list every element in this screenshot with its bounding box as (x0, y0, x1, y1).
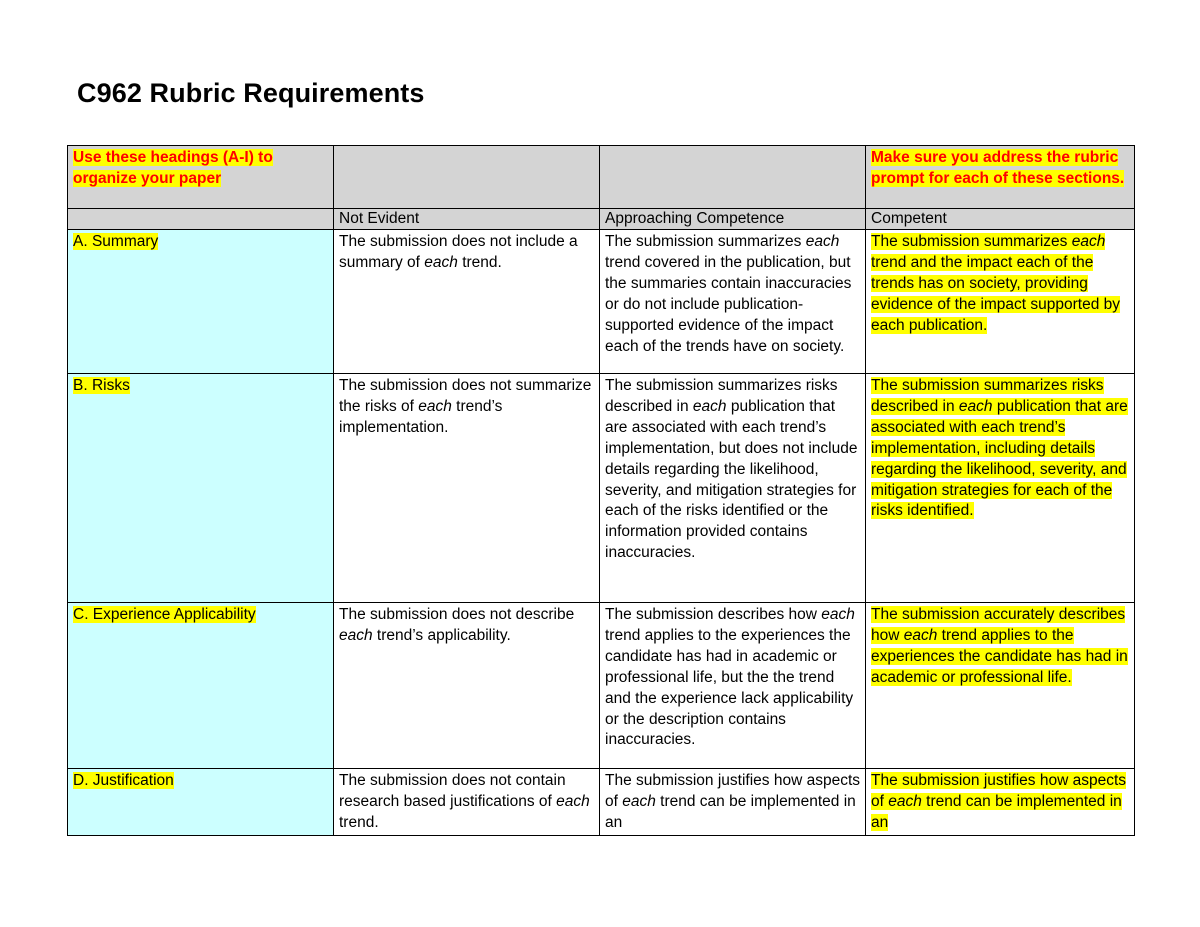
blank-header-cell (600, 146, 866, 209)
row-heading: C. Experience Applicability (73, 606, 256, 623)
competent-cell: The submission summarizes each trend and the impact each of the trends has on society, providing evidence of the impact supported by each publication. (866, 230, 1135, 374)
row-heading-cell (68, 374, 334, 603)
level-header-row (68, 209, 1135, 230)
instruction-right-cell (866, 146, 1135, 209)
level-approaching-competence: Approaching Competence (600, 209, 866, 230)
level-not-evident: Not Evident (334, 209, 600, 230)
approaching-cell: The submission justifies how aspects of each trend can be implemented in an (600, 769, 866, 836)
approaching-cell: The submission summarizes each trend covered in the publication, but the summaries contain inaccuracies or do not include publication-supported evidence of the impact each of the trends have on society. (600, 230, 866, 374)
blank-header-cell (334, 146, 600, 209)
not-evident-cell: The submission does not describe each trend’s applicability. (334, 603, 600, 769)
level-competent: Competent (866, 209, 1135, 230)
rubric-table (67, 145, 1135, 836)
row-heading-cell (68, 230, 334, 374)
level-blank-cell (68, 209, 334, 230)
not-evident-cell: The submission does not contain research based justifications of each trend. (334, 769, 600, 836)
row-heading-cell (68, 769, 334, 836)
instruction-header-row (68, 146, 1135, 209)
not-evident-cell: The submission does not include a summary of each trend. (334, 230, 600, 374)
row-heading-cell (68, 603, 334, 769)
row-heading: D. Justification (73, 772, 174, 789)
approaching-cell: The submission summarizes risks described in each publication that are associated with each trend’s implementation, but does not include details regarding the likelihood, severity, and mitigation strategies for each of the risks identified or the information provided contains inaccuracies. (600, 374, 866, 603)
rubric-row (68, 769, 1135, 836)
instruction-left-cell (68, 146, 334, 209)
competent-cell: The submission justifies how aspects of each trend can be implemented in an (866, 769, 1135, 836)
rubric-row (68, 230, 1135, 374)
row-heading: B. Risks (73, 377, 130, 394)
row-heading: A. Summary (73, 233, 159, 250)
competent-cell: The submission accurately describes how each trend applies to the experiences the candidate has had in academic or professional life. (866, 603, 1135, 769)
approaching-cell: The submission describes how each trend applies to the experiences the candidate has had in academic or professional life, but the the trend and the experience lack applicability or the description contains inaccuracies. (600, 603, 866, 769)
competent-cell: The submission summarizes risks described in each publication that are associated with each trend’s implementation, including details regarding the likelihood, severity, and mitigation strategies for each of the risks identified. (866, 374, 1135, 603)
page-title: C962 Rubric Requirements (77, 78, 425, 108)
rubric-row (68, 374, 1135, 603)
rubric-row (68, 603, 1135, 769)
instruction-left-text: Use these headings (A-I) to organize your paper (73, 149, 273, 187)
not-evident-cell: The submission does not summarize the risks of each trend’s implementation. (334, 374, 600, 603)
instruction-right-text: Make sure you address the rubric prompt for each of these sections. (871, 149, 1125, 187)
